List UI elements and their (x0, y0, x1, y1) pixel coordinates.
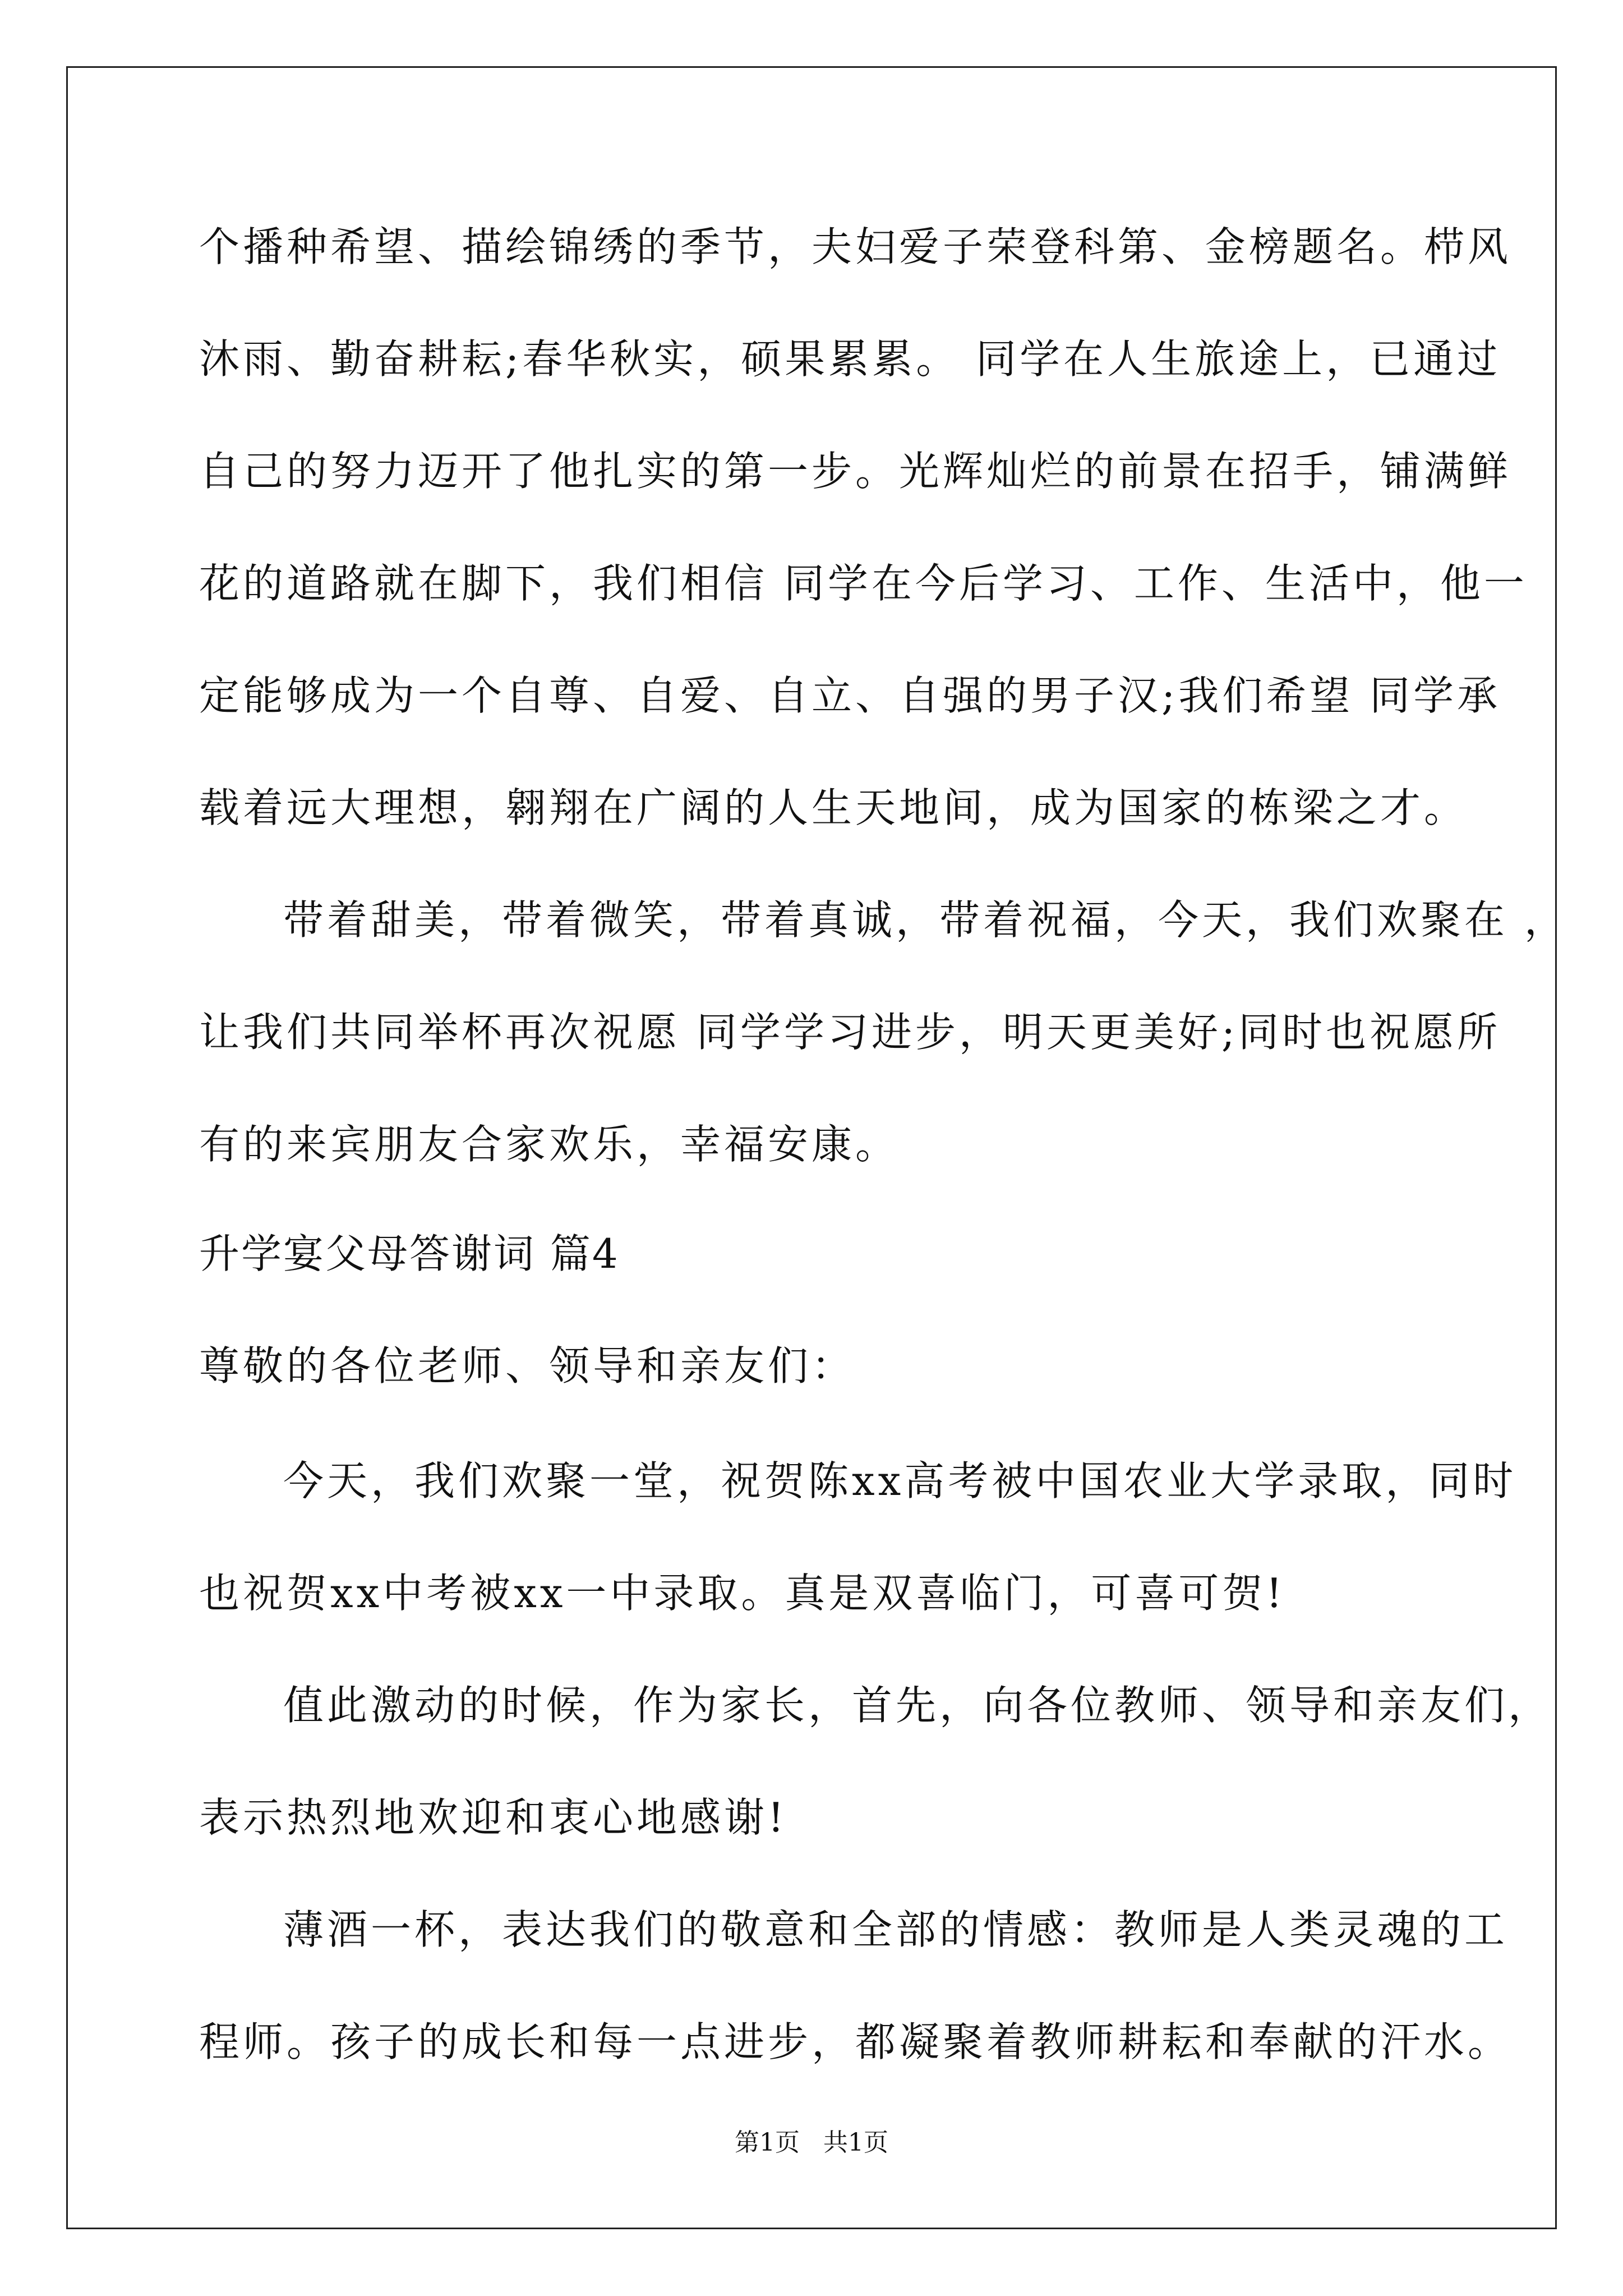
paragraph-line: 程师。孩子的成长和每一点进步，都凝聚着教师耕耘和奉献的汗水。 (199, 2018, 1512, 2065)
paragraph-line: 花的道路就在脚下，我们相信 同学在今后学习、工作、生活中，他一 (199, 560, 1528, 607)
paragraph-line: 自己的努力迈开了他扎实的第一步。光辉灿烂的前景在招手，铺满鲜 (199, 448, 1512, 495)
paragraph-line: 载着远大理想，翱翔在广阔的人生天地间，成为国家的栋梁之才。 (199, 784, 1468, 831)
paragraph-line: 带着甜美，带着微笑，带着真诚，带着祝福，今天，我们欢聚在 ， (283, 896, 1568, 944)
page-footer: 第1页 共1页 (735, 2128, 888, 2157)
paragraph-line: 值此激动的时候，作为家长，首先，向各位教师、领导和亲友们， (283, 1682, 1552, 1729)
paragraph-line: 今天，我们欢聚一堂，祝贺陈xx高考被中国农业大学录取，同时 (283, 1457, 1517, 1504)
paragraph-line: 沐雨、勤奋耕耘;春华秋实，硕果累累。 同学在人生旅途上，已通过 (199, 335, 1501, 383)
paragraph-line: 有的来宾朋友合家欢乐，幸福安康。 (199, 1121, 900, 1168)
paragraph-line: 让我们共同举杯再次祝愿 同学学习进步，明天更美好;同时也祝愿所 (199, 1009, 1501, 1056)
paragraph-line: 薄酒一杯，表达我们的敬意和全部的情感：教师是人类灵魂的工 (283, 1906, 1509, 1953)
section-title: 升学宴父母答谢词 篇4 (199, 1230, 620, 1277)
paragraph-line: 表示热烈地欢迎和衷心地感谢! (199, 1794, 787, 1841)
paragraph-line: 个播种希望、描绘锦绣的季节，夫妇爱子荣登科第、金榜题名。栉风 (199, 223, 1512, 270)
paragraph-line: 定能够成为一个自尊、自爱、自立、自强的男子汉;我们希望 同学承 (199, 672, 1501, 719)
greeting: 尊敬的各位老师、领导和亲友们： (199, 1342, 856, 1389)
paragraph-line: 也祝贺xx中考被xx一中录取。真是双喜临门，可喜可贺! (199, 1570, 1286, 1617)
